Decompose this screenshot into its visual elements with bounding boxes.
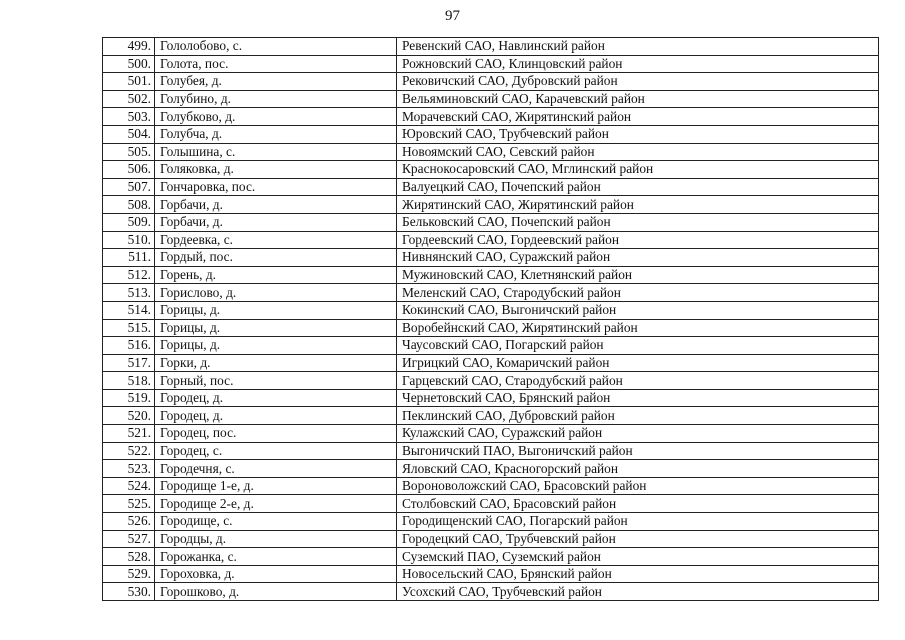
administrative-area-cell: Яловский САО, Красногорский район [397, 460, 879, 478]
administrative-area-cell: Выгоничский ПАО, Выгоничский район [397, 442, 879, 460]
settlement-name-cell: Горбачи, д. [155, 196, 397, 214]
settlement-name-cell: Горицы, д. [155, 301, 397, 319]
administrative-area-cell: Краснокосаровский САО, Мглинский район [397, 161, 879, 179]
row-number-cell: 527. [103, 530, 155, 548]
administrative-area-cell: Вороноволожский САО, Брасовский район [397, 477, 879, 495]
administrative-area-cell: Городецкий САО, Трубчевский район [397, 530, 879, 548]
table-row [103, 196, 879, 214]
row-number-cell: 519. [103, 389, 155, 407]
row-number-cell: 503. [103, 108, 155, 126]
row-number-cell: 522. [103, 442, 155, 460]
settlement-name-cell: Горожанка, с. [155, 548, 397, 566]
settlement-name-cell: Горошково, д. [155, 583, 397, 601]
table-row [103, 125, 879, 143]
row-number-cell: 530. [103, 583, 155, 601]
administrative-area-cell: Суземский ПАО, Суземский район [397, 548, 879, 566]
settlement-name-cell: Городище, с. [155, 513, 397, 531]
table-row [103, 38, 879, 56]
settlement-name-cell: Горень, д. [155, 266, 397, 284]
administrative-area-cell: Чернетовский САО, Брянский район [397, 389, 879, 407]
row-number-cell: 525. [103, 495, 155, 513]
settlement-name-cell: Городец, д. [155, 389, 397, 407]
table-row [103, 161, 879, 179]
settlement-name-cell: Голота, пос. [155, 55, 397, 73]
settlement-name-cell: Гололобово, с. [155, 38, 397, 56]
row-number-cell: 518. [103, 372, 155, 390]
settlement-name-cell: Голяковка, д. [155, 161, 397, 179]
table-row [103, 548, 879, 566]
settlement-name-cell: Гордеевка, с. [155, 231, 397, 249]
settlement-name-cell: Гордый, пос. [155, 249, 397, 267]
administrative-area-cell: Кулажский САО, Суражский район [397, 425, 879, 443]
administrative-area-cell: Гордеевский САО, Гордеевский район [397, 231, 879, 249]
table-row [103, 231, 879, 249]
row-number-cell: 505. [103, 143, 155, 161]
table-row [103, 266, 879, 284]
row-number-cell: 521. [103, 425, 155, 443]
settlement-name-cell: Голубея, д. [155, 73, 397, 91]
settlement-name-cell: Горицы, д. [155, 319, 397, 337]
row-number-cell: 507. [103, 178, 155, 196]
table-row [103, 513, 879, 531]
row-number-cell: 511. [103, 249, 155, 267]
table-row [103, 143, 879, 161]
settlement-name-cell: Горный, пос. [155, 372, 397, 390]
administrative-area-cell: Ревенский САО, Навлинский район [397, 38, 879, 56]
table-row [103, 354, 879, 372]
table-row [103, 90, 879, 108]
administrative-area-cell: Мужиновский САО, Клетнянский район [397, 266, 879, 284]
row-number-cell: 502. [103, 90, 155, 108]
table-row [103, 108, 879, 126]
row-number-cell: 515. [103, 319, 155, 337]
row-number-cell: 524. [103, 477, 155, 495]
administrative-area-cell: Игрицкий САО, Комаричский район [397, 354, 879, 372]
settlement-name-cell: Горбачи, д. [155, 213, 397, 231]
settlement-name-cell: Городище 1-е, д. [155, 477, 397, 495]
page-number: 97 [445, 8, 460, 24]
table-body [103, 38, 879, 601]
administrative-area-cell: Гарцевский САО, Стародубский район [397, 372, 879, 390]
administrative-area-cell: Меленский САО, Стародубский район [397, 284, 879, 302]
administrative-area-cell: Морачевский САО, Жирятинский район [397, 108, 879, 126]
administrative-area-cell: Воробейнский САО, Жирятинский район [397, 319, 879, 337]
row-number-cell: 523. [103, 460, 155, 478]
settlement-name-cell: Голышина, с. [155, 143, 397, 161]
settlement-name-cell: Горислово, д. [155, 284, 397, 302]
row-number-cell: 528. [103, 548, 155, 566]
table-row [103, 495, 879, 513]
table-row [103, 565, 879, 583]
row-number-cell: 526. [103, 513, 155, 531]
settlement-name-cell: Горки, д. [155, 354, 397, 372]
administrative-area-cell: Кокинский САО, Выгоничский район [397, 301, 879, 319]
settlement-name-cell: Голубино, д. [155, 90, 397, 108]
table-row [103, 425, 879, 443]
administrative-area-cell: Столбовский САО, Брасовский район [397, 495, 879, 513]
administrative-area-cell: Пеклинский САО, Дубровский район [397, 407, 879, 425]
row-number-cell: 510. [103, 231, 155, 249]
settlement-name-cell: Городец, д. [155, 407, 397, 425]
table-row [103, 73, 879, 91]
administrative-area-cell: Бельковский САО, Почепский район [397, 213, 879, 231]
table-row [103, 337, 879, 355]
settlement-name-cell: Гороховка, д. [155, 565, 397, 583]
settlement-name-cell: Голубково, д. [155, 108, 397, 126]
table-row [103, 389, 879, 407]
table-row [103, 319, 879, 337]
row-number-cell: 516. [103, 337, 155, 355]
administrative-area-cell: Новоямский САО, Севский район [397, 143, 879, 161]
settlement-name-cell: Голубча, д. [155, 125, 397, 143]
row-number-cell: 529. [103, 565, 155, 583]
row-number-cell: 517. [103, 354, 155, 372]
table-row [103, 249, 879, 267]
table-row [103, 460, 879, 478]
settlement-name-cell: Городцы, д. [155, 530, 397, 548]
table-row [103, 372, 879, 390]
table-row [103, 213, 879, 231]
row-number-cell: 520. [103, 407, 155, 425]
row-number-cell: 501. [103, 73, 155, 91]
administrative-area-cell: Нивнянский САО, Суражский район [397, 249, 879, 267]
administrative-area-cell: Усохский САО, Трубчевский район [397, 583, 879, 601]
administrative-area-cell: Городищенский САО, Погарский район [397, 513, 879, 531]
administrative-area-cell: Вельяминовский САО, Карачевский район [397, 90, 879, 108]
table-row [103, 477, 879, 495]
table-row [103, 284, 879, 302]
administrative-area-cell: Новосельский САО, Брянский район [397, 565, 879, 583]
row-number-cell: 506. [103, 161, 155, 179]
settlement-name-cell: Гончаровка, пос. [155, 178, 397, 196]
table-row [103, 178, 879, 196]
settlement-name-cell: Горицы, д. [155, 337, 397, 355]
administrative-area-cell: Юровский САО, Трубчевский район [397, 125, 879, 143]
table-row [103, 583, 879, 601]
table-row [103, 530, 879, 548]
settlement-name-cell: Городечня, с. [155, 460, 397, 478]
administrative-area-cell: Жирятинский САО, Жирятинский район [397, 196, 879, 214]
table-row [103, 442, 879, 460]
table-row [103, 55, 879, 73]
settlement-name-cell: Городец, пос. [155, 425, 397, 443]
settlement-name-cell: Городец, с. [155, 442, 397, 460]
settlements-table [102, 37, 879, 601]
settlement-name-cell: Городище 2-е, д. [155, 495, 397, 513]
row-number-cell: 513. [103, 284, 155, 302]
row-number-cell: 512. [103, 266, 155, 284]
row-number-cell: 508. [103, 196, 155, 214]
row-number-cell: 500. [103, 55, 155, 73]
row-number-cell: 514. [103, 301, 155, 319]
administrative-area-cell: Чаусовский САО, Погарский район [397, 337, 879, 355]
administrative-area-cell: Рожновский САО, Клинцовский район [397, 55, 879, 73]
administrative-area-cell: Валуецкий САО, Почепский район [397, 178, 879, 196]
row-number-cell: 509. [103, 213, 155, 231]
table-row [103, 301, 879, 319]
table-row [103, 407, 879, 425]
administrative-area-cell: Рековичский САО, Дубровский район [397, 73, 879, 91]
row-number-cell: 504. [103, 125, 155, 143]
row-number-cell: 499. [103, 38, 155, 56]
